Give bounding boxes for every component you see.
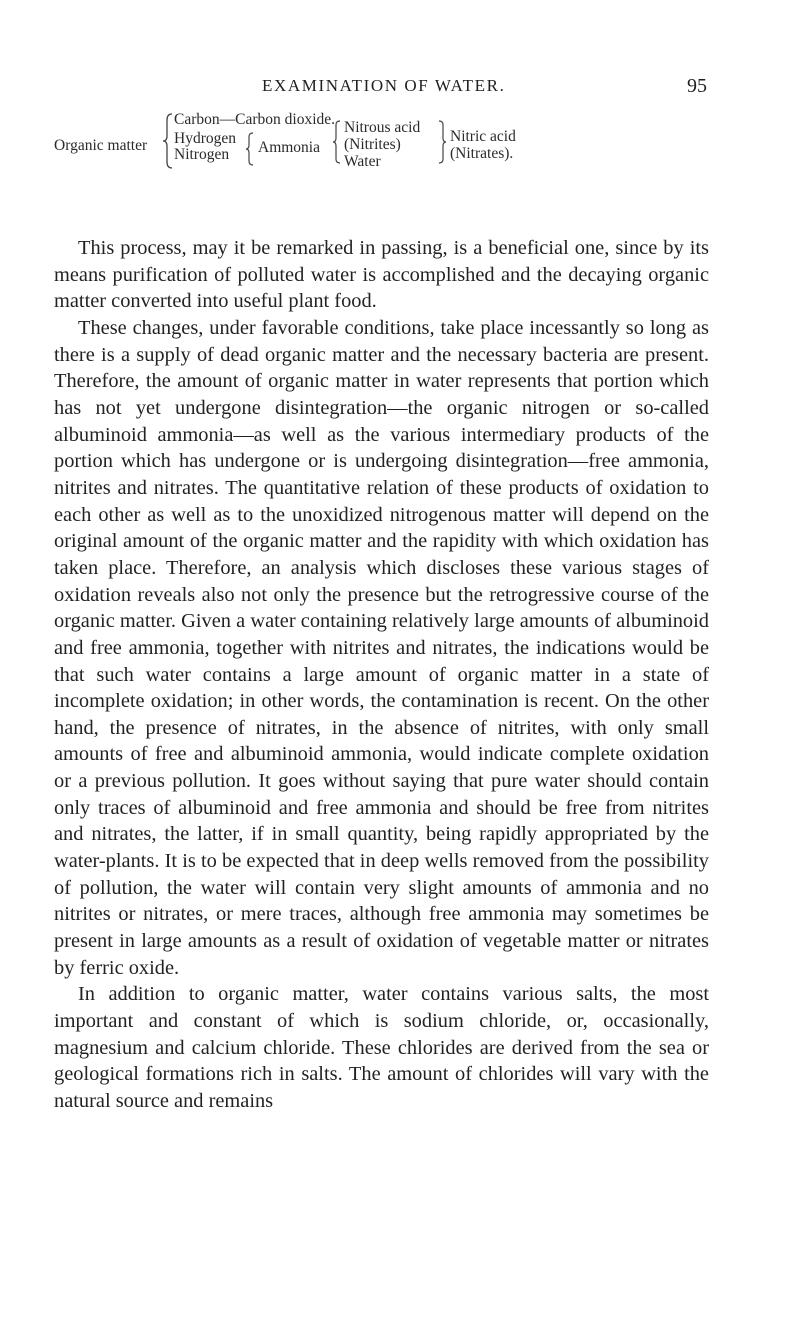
scheme-final-nitrates: (Nitrates). xyxy=(450,145,514,162)
scheme-product-nitrous-acid: Nitrous acid xyxy=(344,119,421,136)
scheme-intermediate-ammonia: Ammonia xyxy=(258,139,320,156)
page-header xyxy=(0,76,800,106)
body-text xyxy=(54,235,709,1115)
scheme-component-nitrogen: Nitrogen xyxy=(174,146,230,163)
decomposition-scheme xyxy=(54,112,754,222)
running-title: EXAMINATION OF WATER. xyxy=(262,76,506,95)
scheme-product-water: Water xyxy=(344,153,381,170)
page-number: 95 xyxy=(687,75,707,97)
products-brace-icon xyxy=(332,120,342,164)
right-brace-icon xyxy=(437,120,447,164)
paragraph: These changes, under favorable conditions, take place incessantly so long as there is a supply of dead organic matter and the necessary bacteria are present. Therefore, the amount of organic matter in water represents that portion which has not yet undergone disintegration—the organic nitrogen or so-called albuminoid ammonia—as well as the various intermediary products of the portion which has undergone or is undergoing disintegration—free ammonia, nitrites and nitrates. The quantitative relation of these products of oxidation to each other as well as to the unoxidized nitrogenous matter will depend on the original amount of the organic matter and the rapidity with which oxidation has taken place. Therefore, an analysis which discloses these various stages of oxidation reveals also not only the presence but the retrogressive course of the organic matter. Given a water containing relatively large amounts of albuminoid and free ammonia, together with nitrites and nitrates, the indications would be that such water contains a large amount of organic matter in a state of incomplete oxidation; in other words, the contamination is recent. On the other hand, the presence of nitrates, in the absence of nitrites, with only small amounts of free and albuminoid ammonia, would indicate complete oxidation or a previous pollution. It goes without saying that pure water should contain only traces of albuminoid and free ammonia and should be free from nitrites and nitrates, the latter, if in small quantity, being rapidly appropriated by the water-plants. It is to be expected that in deep wells removed from the possibility of pollution, the water will contain very slight amounts of ammonia and no nitrites or nitrates, or mere traces, although free ammonia may sometimes be present in large amounts as a result of oxidation of vegetable matter or nitrates by ferric oxide. xyxy=(54,316,709,979)
scheme-source-label: Organic matter xyxy=(54,137,148,154)
scheme-product-nitrites: (Nitrites) xyxy=(344,136,401,153)
paragraph: This process, may it be remarked in passing, is a beneficial one, since by its means purification of polluted water is accomplished and the decaying organic matter converted into useful plant food. xyxy=(54,237,709,313)
scheme-component-hydrogen: Hydrogen xyxy=(174,130,236,147)
middle-brace-icon xyxy=(245,132,255,166)
scheme-component-carbon: Carbon—Carbon dioxide. xyxy=(174,111,336,128)
left-brace-icon xyxy=(162,112,174,170)
paragraph: In addition to organic matter, water contains various salts, the most important and constant of which is sodium chloride, or, occasionally, magnesium and calcium chloride. These chlorides are derived from the sea or geological formations rich in salts. The amount of chlorides will vary with the natural source and remains xyxy=(54,983,709,1112)
scheme-final-nitric-acid: Nitric acid xyxy=(450,128,516,145)
